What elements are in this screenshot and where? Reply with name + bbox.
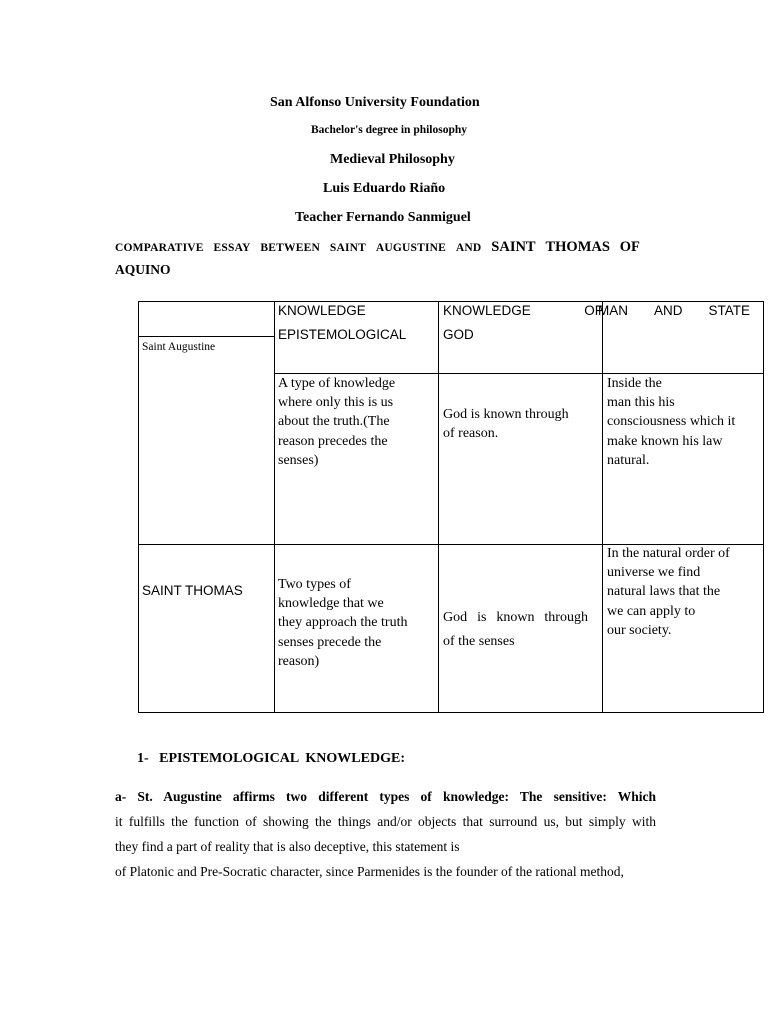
- cell-line: our society.: [607, 622, 672, 638]
- header-word: AND: [653, 303, 683, 318]
- cell-line: reason): [278, 653, 320, 669]
- title-word: AND: [455, 242, 482, 254]
- paragraph-line: they find a part of reality that is also deceptive, this statement is: [115, 839, 460, 854]
- cell-line: consciousness which it: [607, 414, 736, 430]
- cell-line: about the truth.(The: [278, 414, 390, 430]
- essay-title-line-1: [115, 239, 640, 256]
- course-name: Medieval Philosophy: [330, 152, 455, 167]
- header-word: MAN: [598, 303, 628, 318]
- cell-word: through: [544, 610, 588, 625]
- table-col-divider-3: [602, 301, 603, 713]
- title-word: SAINT: [491, 239, 536, 255]
- header-line: GOD: [443, 327, 474, 342]
- table-border-right: [763, 301, 764, 713]
- cell-line: God is known through: [443, 407, 569, 422]
- thomas-god-cell: [443, 606, 588, 654]
- paragraph-line: it fulfills the function of showing the things and/or objects that surround us, but simply with: [115, 814, 656, 829]
- cell-line: make known his law: [607, 433, 723, 449]
- table-border-left: [138, 301, 139, 713]
- cell-line: knowledge that we: [278, 596, 384, 612]
- paragraph-line: of Platonic and Pre-Socratic character, since Parmenides is the founder of the rational method,: [115, 864, 624, 879]
- table-rule-label: [138, 336, 274, 337]
- title-word: OF: [619, 239, 640, 255]
- cell-line: natural laws that the: [607, 584, 721, 600]
- header-line: [443, 299, 603, 323]
- section-heading: 1- EPISTEMOLOGICAL KNOWLEDGE:: [137, 751, 405, 766]
- header-line: EPISTEMOLOGICAL: [278, 327, 407, 342]
- cell-line: reason precedes the: [278, 433, 388, 449]
- cell-word: known: [496, 610, 535, 625]
- header-epistemological: [278, 299, 406, 347]
- cell-line: Two types of: [278, 577, 351, 592]
- cell-line: where only this is us: [278, 395, 394, 411]
- cell-line: Inside the: [607, 376, 662, 391]
- cell-line: [443, 606, 588, 630]
- university-name: San Alfonso University Foundation: [270, 95, 480, 110]
- header-god: [443, 299, 603, 347]
- cell-word: God: [443, 610, 468, 625]
- title-word: COMPARATIVE: [115, 242, 204, 254]
- cell-line: In the natural order of: [607, 546, 730, 561]
- augustine-epistemological-cell: [278, 374, 395, 470]
- title-word: THOMAS: [545, 239, 610, 255]
- cell-line: A type of knowledge: [278, 376, 396, 391]
- cell-word: is: [477, 610, 487, 625]
- author-name: Luis Eduardo Riaño: [323, 181, 446, 196]
- title-word: SAINT: [329, 242, 366, 254]
- title-word: AUGUSTINE: [375, 242, 447, 254]
- degree-name: Bachelor's degree in philosophy: [311, 124, 468, 136]
- cell-line: of the senses: [443, 634, 515, 649]
- table-col-divider-1: [274, 301, 275, 713]
- title-word: ESSAY: [213, 242, 251, 254]
- teacher-name: Teacher Fernando Sanmiguel: [295, 210, 471, 225]
- paragraph-line: a- St. Augustine affirms two different types of knowledge: The sensitive: Which: [115, 789, 656, 804]
- header-word: KNOWLEDGE: [443, 303, 531, 318]
- header-word: STATE: [708, 303, 750, 318]
- header-word: OF: [584, 303, 603, 318]
- cell-line: man this his: [607, 395, 675, 411]
- cell-line: senses): [278, 452, 319, 468]
- cell-line: universe we find: [607, 565, 701, 581]
- cell-line: we can apply to: [607, 603, 696, 619]
- augustine-god-cell: [443, 405, 569, 443]
- cell-line: of reason.: [443, 426, 499, 442]
- table-col-divider-2: [438, 301, 439, 713]
- header-line: [598, 299, 750, 323]
- row-label-thomas: SAINT THOMAS: [142, 583, 243, 598]
- row-label-augustine: Saint Augustine: [142, 341, 216, 353]
- table-border-bottom: [138, 712, 764, 713]
- essay-title-line-2: AQUINO: [115, 262, 171, 277]
- cell-line: senses precede the: [278, 634, 382, 650]
- cell-line: natural.: [607, 452, 650, 468]
- thomas-epistemological-cell: [278, 575, 407, 671]
- header-man-state: [598, 299, 750, 323]
- title-word: BETWEEN: [260, 242, 320, 254]
- thomas-man-state-cell: [607, 544, 730, 640]
- augustine-man-state-cell: [607, 374, 735, 470]
- essay-title: [115, 239, 640, 278]
- cell-line: they approach the truth: [278, 615, 408, 631]
- header-line: KNOWLEDGE: [278, 303, 366, 318]
